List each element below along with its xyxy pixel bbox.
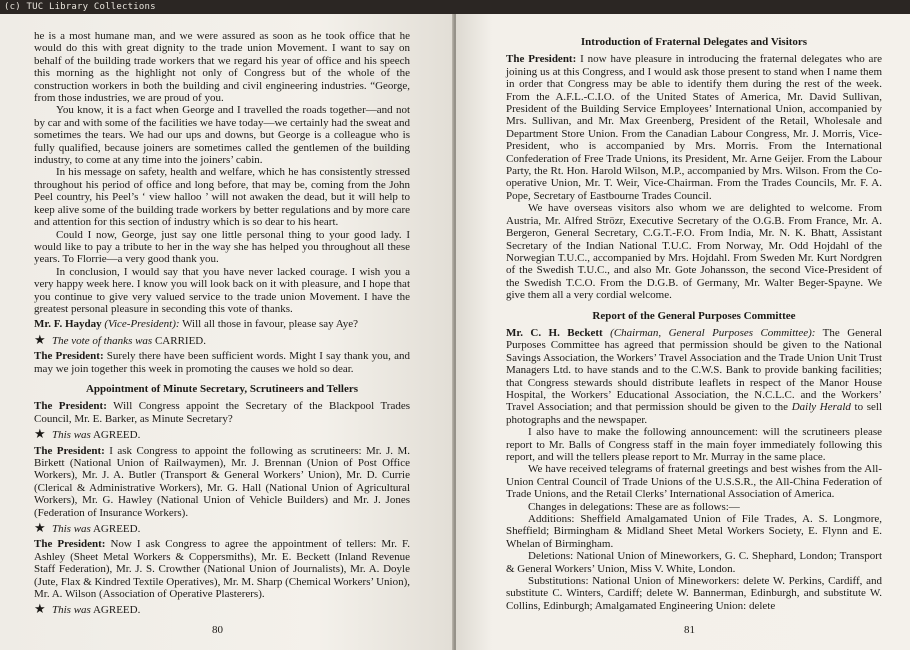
watermark-bar [0, 0, 910, 14]
speaker: Mr. F. Hayday [34, 318, 102, 331]
vote-prefix: The vote of thanks was [52, 334, 153, 347]
agreed-prefix: This was [52, 604, 91, 617]
page-number: 80 [212, 624, 223, 636]
paragraph: Substitutions: National Union of Mineworkers: delete W. Perkins, Cardiff, and substitute C. Winters, Cardiff; delete W. Bannerman, Edinburgh, and substitute W. Collins, Edinburgh; Amalgamated Engineering Union: delete [506, 575, 882, 612]
president-speech [34, 400, 410, 425]
paragraph: Deletions: National Union of Mineworkers, G. C. Shephard, London; Transport & General Workers’ Union, Miss V. White, London. [506, 550, 882, 575]
star-icon: ★ [34, 601, 46, 617]
president-speech [34, 350, 410, 375]
section-heading: Report of the General Purposes Committee [592, 309, 796, 322]
paragraph: he is a most humane man, and we were assured as soon as he took office that he would do this with great dignity to the trade union Movement. I want to say on behalf of the building trade workers that we regard his year of office and his speech this morning as the highlight not only of Congress but of the whole of the construction workers in both the building and civil engineering industries. “George, from those industries, we are proud of you. [34, 30, 410, 105]
section-heading: Introduction of Fraternal Delegates and Visitors [580, 36, 808, 48]
speaker: The President: [34, 350, 104, 363]
speaker: The President: [34, 400, 107, 413]
speech-text: Now I ask Congress to agree the appointment of tellers: Mr. F. Ashley (Sheet Metal Workers & Coppersmiths), Mr. E. Beckett (Inland Revenue Staff Federation), Mr. J. S. Crowther (National Union of Journalists), Mr. A. Doyle (Jute, Flax & Kindred Textile Operatives), Mr. M. Sharp (Chemical Workers’ Union), Mr. A. Wilson (Association of Operative Plasterers). [34, 538, 411, 601]
paragraph: You know, it is a fact when George and I travelled the roads together—and not by car and with some of the facilities we have today—we certainly had the sweat and sometimes the tears. We had our ups and downs, but George is a colleague who is fully qualified, because joiners are sometimes called the gentlemen of the building industry, to come at any time into the joiners’ cabin. [34, 104, 410, 167]
star-icon: ★ [34, 426, 46, 442]
president-speech [34, 538, 410, 600]
paragraph: We have received telegrams of fraternal greetings and best wishes from the All-Union Central Council of Trade Unions of the U.S.S.R., the All-China Federation of Trade Unions, and the Retail Clerks’ International Association of America. [506, 463, 882, 501]
speaker-role: (Vice-President): [104, 318, 180, 331]
speech-text: The General Purposes Committee has agreed that permission should be given to the National Savings Association, the Workers’ Travel Association and the Trade Union Unit Trust Managers Ltd. to have stands and to the C.W.S. Bank to provide banking facilities; that Congress stewards should distribute leaflets in respect of the Manor House Hospital, the Workers’ Educational Association, the N.C.L.C. and the Workers’ Travel Association; and that permission should be given to the [506, 326, 883, 414]
speaker-role: (Chairman, General Purposes Committee): [610, 326, 816, 339]
speaker: The President: [34, 538, 106, 551]
agreed-prefix: This was [52, 429, 91, 442]
speaker: The President: [506, 53, 577, 66]
watermark-text: (c) TUC Library Collections [4, 2, 156, 12]
speaker: The President: [34, 444, 105, 457]
paragraph: I also have to make the following announcement: will the scrutineers please report to Mr. Balls of Congress staff in the main foyer immediately following this report, and will the tellers please report to Mr. Murray in the same place. [506, 426, 882, 463]
agreed-result [34, 428, 410, 441]
vote-status: CARRIED. [154, 334, 206, 347]
paragraph: In his message on safety, health and welfare, which he has consistently stressed throughout his period of office and long before, that may be, coming from the John Peel country, his Peel’s ‘ view halloo ’ will not awaken the dead, but it will help to keep alive some of the building trade workers by better regulations and by more care and attention for this section of industry which is so dear to his heart. [34, 166, 410, 229]
speech-text: Will all those in favour, please say Aye? [179, 318, 358, 331]
speech-text: Will Congress appoint the Secretary of the Blackpool Trades Council, Mr. E. Barker, as Minute Secretary? [34, 400, 410, 425]
agreed-result [34, 522, 410, 535]
agreed-status: AGREED. [92, 523, 141, 536]
paragraph: We have overseas visitors also whom we are delighted to welcome. From Austria, Mr. Alfred Strözr, Executive Secretary of the O.G.B. From France, Mr. A. Bergeron, General Secretary, C.G.T.-F.O. From India, Mr. N. K. Bhatt, Assistant Secretary of the Indian National T.U.C. From Norway, Mr. Odd Hojdahl of the Norwegian T.U.C., accompanied by Mrs. Hojdahl. From Sweden Mr. Kurt Nordgren of the Swedish T.U.C., and also Mr. Gote Johansson, the second Vice-President of the Swedish T.C.O. From the D.G.B. of Germany, Mr. Walter Beger-Spayne. We give them all a very cordial welcome. [506, 202, 882, 302]
star-icon: ★ [34, 331, 46, 347]
page-number: 81 [684, 624, 695, 636]
star-icon: ★ [34, 520, 46, 536]
agreed-prefix: This was [52, 523, 91, 536]
president-speech [34, 445, 410, 519]
vote-result [34, 331, 410, 347]
left-column [34, 30, 410, 620]
paragraph: Changes in delegations: These are as follows:— [528, 500, 740, 513]
speech-text: I now have pleasure in introducing the fraternal delegates who are joining us at this Congress, and I would ask those present to stand when I name them in order that Congress may be able to identify them during the rest of the week. From the A.F.L.-C.I.O. of the United States of America, Mr. David Sullivan, President of the Building Service Employees’ International Union, accompanied by Mrs. Sullivan, and Mr. Max Greenberg, President of the Retail, Wholesale and Department Store Union. From the Canadian Labour Congress, Mr. J. Morris, Vice-President, who is accompanied by Mrs. Morris. From the International Confederation of Free Trade Unions, its President, Mr. Arne Geijer. From the Labour Party, the Rt. Hon. Harold Wilson, M.P., accompanied by Mrs. Wilson. From the Co-operative Union, Mr. T. Weir, Vice-Chairman. From the Trades Councils, Mr. F. A. Pope, Secretary of Eastbourne Trades Council. [506, 53, 882, 202]
newspaper-name: Daily Herald [791, 401, 851, 414]
paragraph: In conclusion, I would say that you have never lacked courage. I wish you a very happy week here. I know you will look back on it with pleasure, and I hope that you continue to give very valued service to the trade union Movement. I have the greatest personal pleasure in seconding this vote of thanks. [34, 265, 410, 315]
speech-text: I ask Congress to appoint the following as scrutineers: Mr. J. M. Birkett (National Union of Railwaymen), Mr. J. Brennan (Union of Post Office Workers), Mr. J. A. Butler (Transport & General Workers’ Union), Mr. D. Currie (Clerical & Administrative Workers), Mr. G. Hall (National Union of Agricultural Workers), Mr. G. Hawley (National Union of Vehicle Builders) and Mr. J. Jones (Federation of Insurance Workers). [34, 444, 410, 519]
paragraph: Could I now, George, just say one little personal thing to your good lady. I would like to pay a tribute to her in the way she has helped you throughout all these years. To Florrie—a very good thank you. [34, 228, 410, 266]
right-page [456, 14, 910, 650]
hayday-speech [34, 318, 410, 330]
beckett-speech [506, 327, 882, 426]
president-speech [506, 53, 882, 202]
agreed-status: AGREED. [92, 604, 141, 617]
paragraph: Additions: Sheffield Amalgamated Union of File Trades, A. S. Longmore, Sheffield; Birmingham & Midland Sheet Metal Workers Society, E. Flynn and E. Whelan of Birmingham. [506, 513, 882, 550]
left-page [0, 14, 454, 650]
agreed-result [34, 603, 410, 616]
agreed-status: AGREED. [92, 429, 141, 442]
speech-text: to sell photographs and the newspaper. [506, 401, 883, 426]
speaker: Mr. C. H. Beckett [506, 326, 603, 339]
section-heading: Appointment of Minute Secretary, Scrutineers and Tellers [85, 382, 359, 395]
speech-text: Surely there have been sufficient words. Might I say thank you, and may we join together this week in promoting the causes we hold so dear. [34, 350, 410, 375]
right-column [506, 36, 882, 612]
